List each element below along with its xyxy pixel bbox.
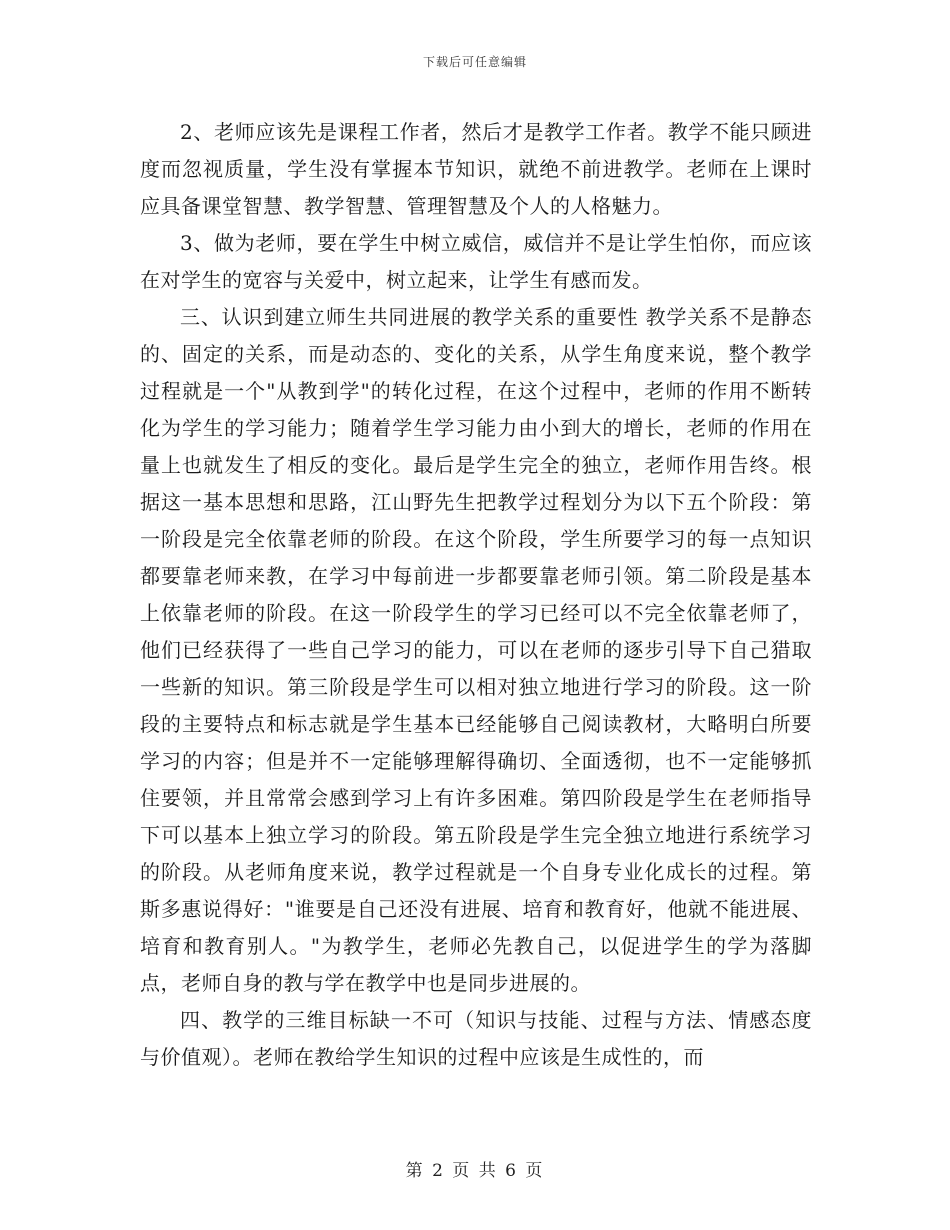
paragraph: 四、教学的三维目标缺一不可（知识与技能、过程与方法、情感态度与价值观）。老师在教给学生知识的过程中应该是生成性的，而 bbox=[140, 1008, 812, 1069]
paragraph: 三、认识到建立师生共同进展的教学关系的重要性 教学关系不是静态的、固定的关系，而是动态的、变化的关系，从学生角度来说，整个教学过程就是一个"从教到学"的转化过程，在这个过程中，老师的作用不断转化为学生的学习能力；随着学生学习能力由小到大的增长，老师的作用在量上也就发生了相反的变化。最后是学生完全的独立，老师作用告终。根据这一基本思想和思路，江山野先生把教学过程划分为以下五个阶段：第一阶段是完全依靠老师的阶段。在这个阶段，学生所要学习的每一点知识都要靠老师来教，在学习中每前进一步都要靠老师引领。第二阶段是基本上依靠老师的阶段。在这一阶段学生的学习已经可以不完全依靠老师了，他们已经获得了一些自己学习的能力，可以在老师的逐步引导下自己猎取一些新的知识。第三阶段是学生可以相对独立地进行学习的阶段。这一阶段的主要特点和标志就是学生基本已经能够自己阅读教材，大略明白所要学习的内容；但是并不一定能够理解得确切、全面透彻，也不一定能够抓住要领，并且常常会感到学习上有许多困难。第四阶段是学生在老师指导下可以基本上独立学习的阶段。第五阶段是学生完全独立地进行系统学习的阶段。从老师角度来说，教学过程就是一个自身专业化成长的过程。第斯多惠说得好："谁要是自己还没有进展、培育和教育好，他就不能进展、培育和教育别人。"为教学生，老师必先教自己，以促进学生的学为落脚点，老师自身的教与学在教学中也是同步进展的。 bbox=[140, 305, 812, 995]
document-body bbox=[140, 114, 812, 1076]
page-header: 下载后可任意编辑 bbox=[422, 55, 527, 69]
paragraph: 3、做为老师，要在学生中树立威信，威信并不是让学生怕你，而应该在对学生的宽容与关爱中，树立起来，让学生有感而发。 bbox=[140, 231, 812, 292]
paragraph: 2、老师应该先是课程工作者，然后才是教学工作者。教学不能只顾进度而忽视质量，学生没有掌握本节知识，就绝不前进教学。老师在上课时应具备课堂智慧、教学智慧、管理智慧及个人的人格魅力。 bbox=[140, 120, 812, 218]
page-footer: 第 2 页 共 6 页 bbox=[405, 1161, 545, 1181]
